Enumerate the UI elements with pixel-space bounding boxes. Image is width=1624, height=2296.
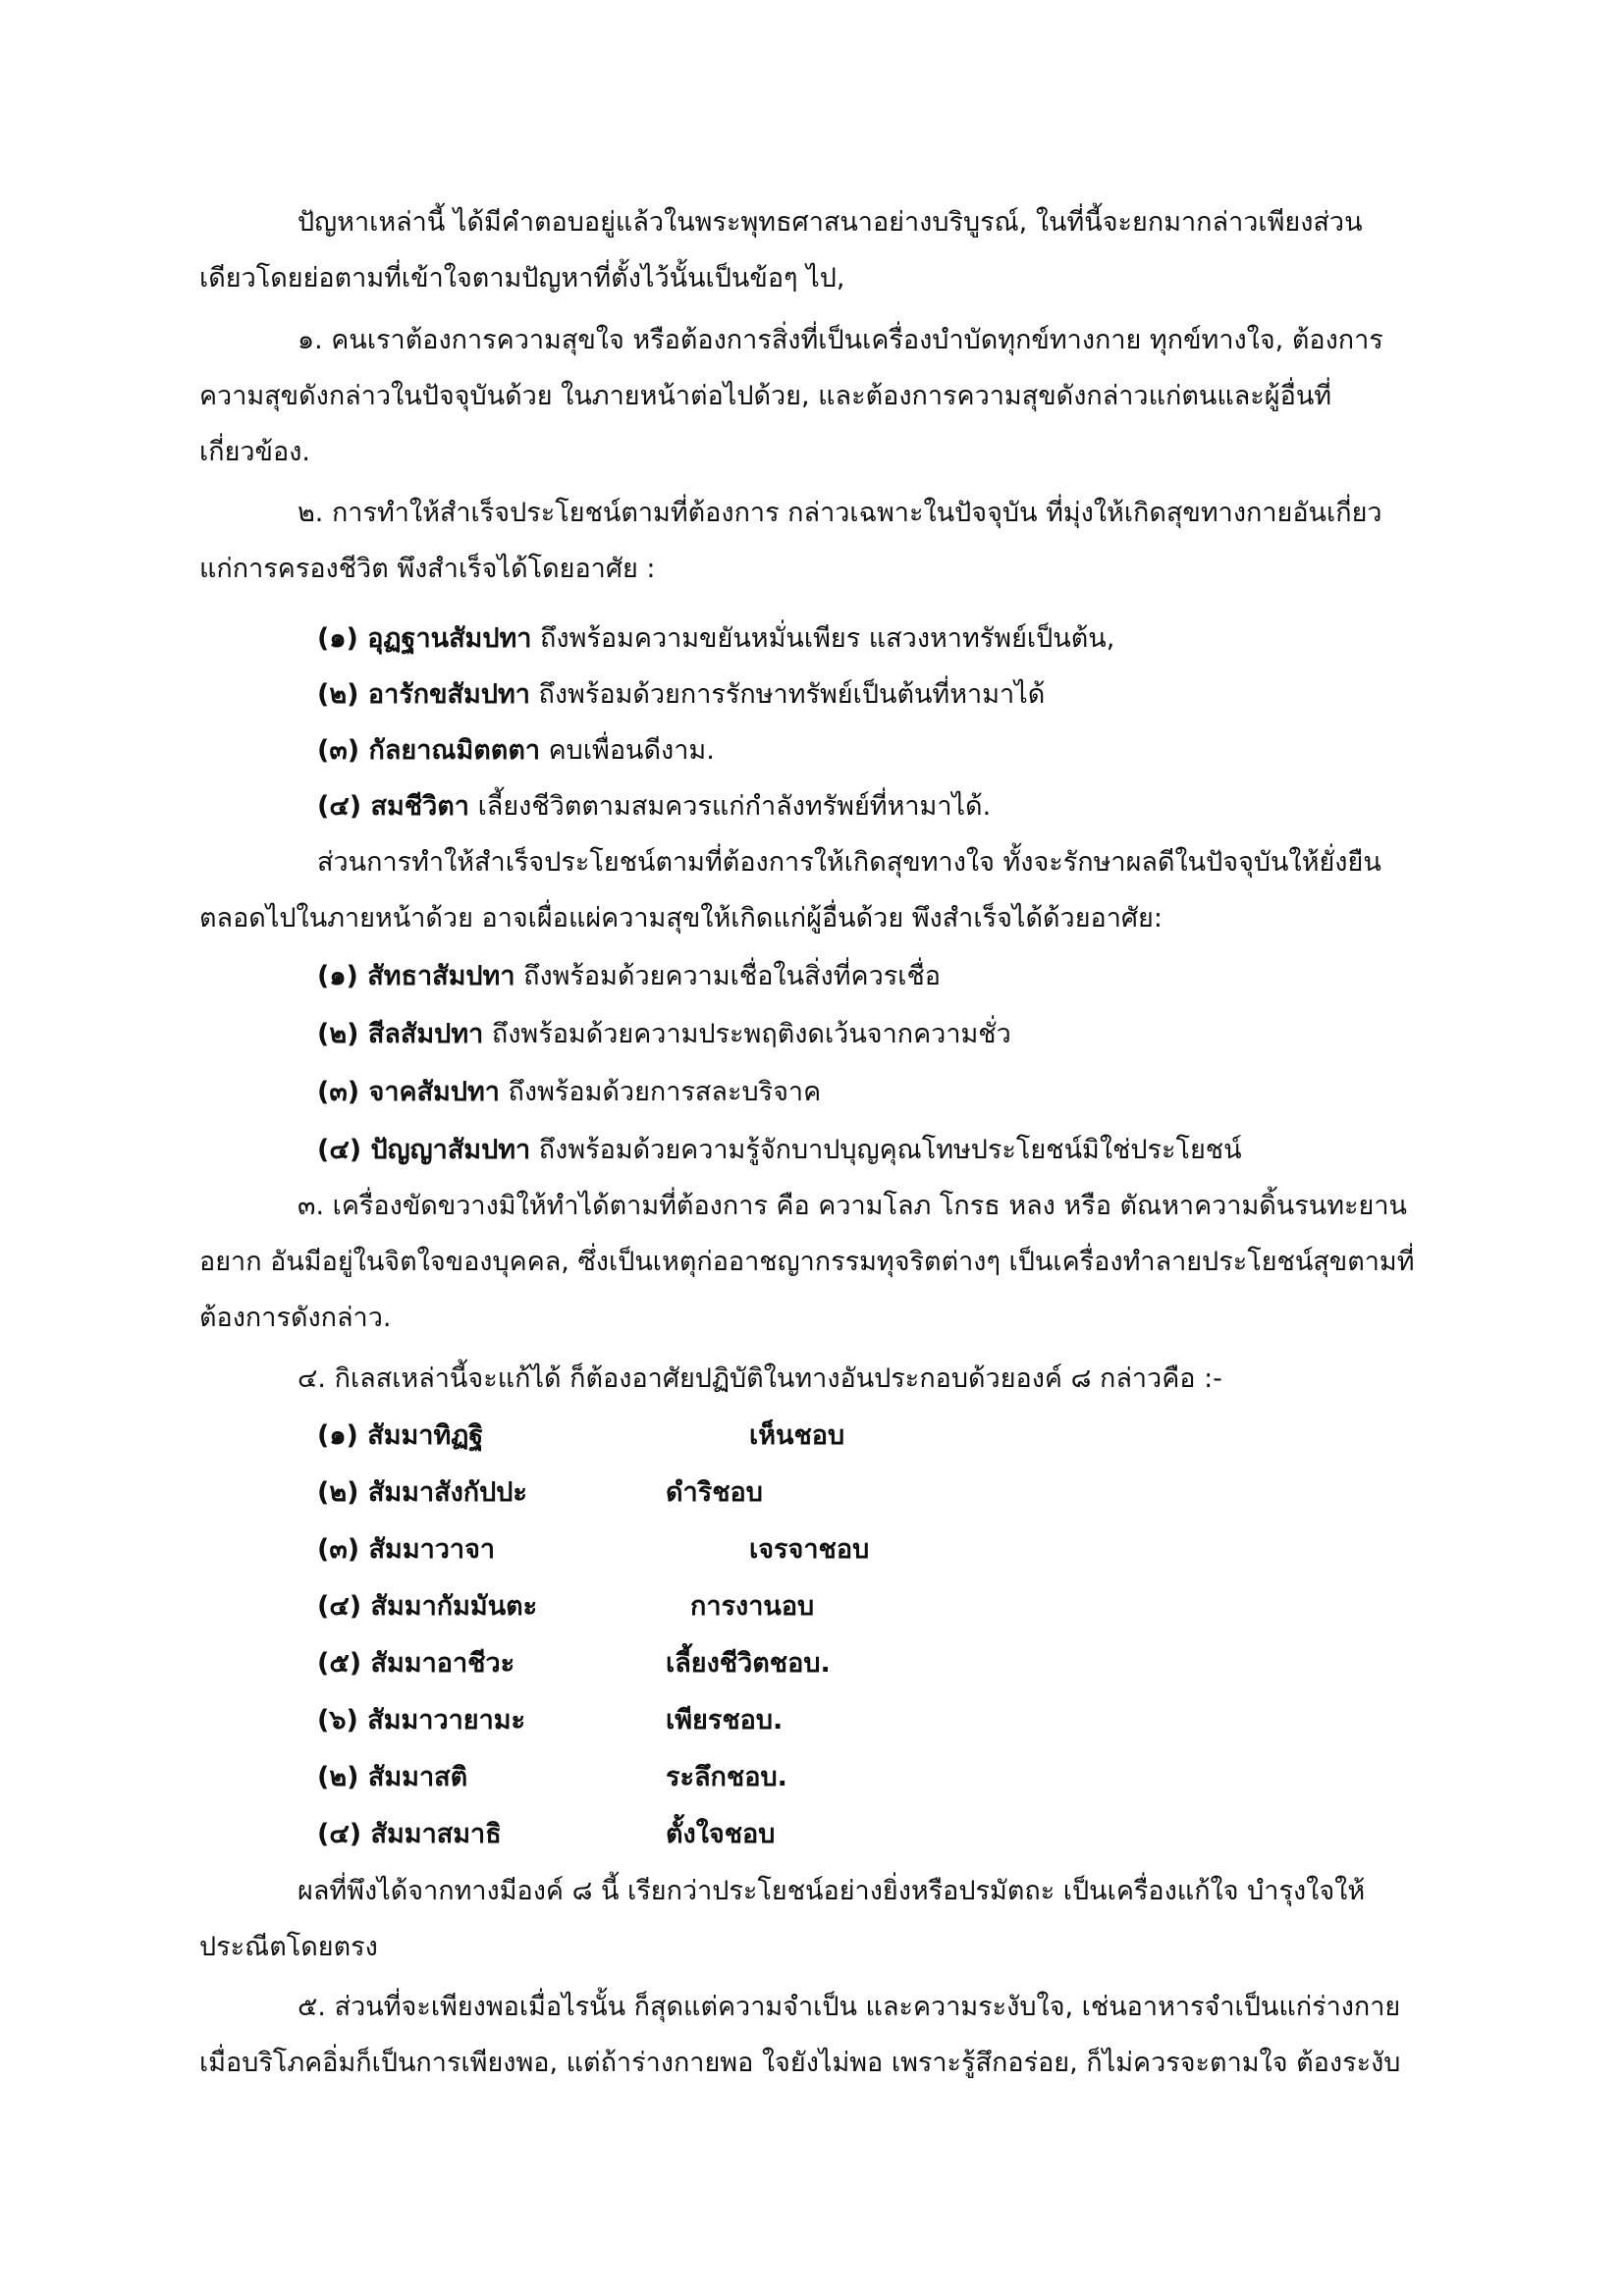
body-item-desc: เลี้ยงชีวิตตามสมควรแก่กำลังทรัพย์ที่หามาได้. bbox=[468, 791, 992, 822]
path-item-term: (๔) สัมมากัมมันตะ bbox=[317, 1591, 538, 1622]
result-paragraph bbox=[199, 1863, 1436, 1975]
body-item-desc: ถึงพร้อมด้วยการรักษาทรัพย์เป็นต้นที่หามาได้ bbox=[529, 679, 1046, 710]
text-line: ๔. กิเลสเหล่านี้จะแก้ได้ ก็ต้องอาศัยปฏิบัติในทางอันประกอบด้วยองค์ ๘ กล่าวคือ :- bbox=[298, 1363, 1222, 1394]
point-2-paragraph bbox=[199, 485, 1436, 597]
point-3-paragraph bbox=[199, 1178, 1436, 1346]
path-item-term: (๕) สัมมาอาชีวะ bbox=[317, 1648, 515, 1679]
text-line: ประณีตโดยตรง bbox=[199, 1932, 378, 1962]
path-item-term: (๔) สัมมาสมาธิ bbox=[317, 1819, 502, 1849]
path-item-meaning: ระลึกชอบ. bbox=[666, 1762, 787, 1792]
mind-item-term: (๒) สีลสัมปทา bbox=[317, 1019, 484, 1049]
mind-item-desc: ถึงพร้อมด้วยความประพฤติงดเว้นจากความชั่ว bbox=[483, 1019, 1011, 1049]
body-item bbox=[317, 667, 1045, 722]
path-item-term: (๒) สัมมาสติ bbox=[317, 1762, 468, 1792]
text-line: ตลอดไปในภายหน้าด้วย อาจเผื่อแผ่ความสุขให้เกิดแก่ผู้อื่นด้วย พึงสำเร็จได้ด้วยอาศัย: bbox=[199, 903, 1163, 934]
path-item-meaning: ดำริชอบ bbox=[666, 1477, 763, 1508]
point-4-paragraph bbox=[199, 1351, 1436, 1407]
point-5-paragraph bbox=[199, 1979, 1436, 2091]
path-item-meaning: เจรจาชอบ bbox=[749, 1534, 870, 1565]
text-line: อยาก อันมีอยู่ในจิตใจของบุคคล, ซึ่งเป็นเหตุก่ออาชญากรรมทุจริตต่างๆ เป็นเครื่องทำลายประโยชน์สุขตามที่ bbox=[199, 1247, 1415, 1277]
mind-item-desc: ถึงพร้อมด้วยความรู้จักบาปบุญคุณโทษประโยชน์มิใช่ประโยชน์ bbox=[530, 1135, 1242, 1165]
path-item-meaning: เพียรชอบ. bbox=[666, 1705, 784, 1735]
point-1-paragraph bbox=[199, 312, 1436, 480]
path-item-term: (๒) สัมมาสังกัปปะ bbox=[317, 1477, 527, 1508]
mind-item-desc: ถึงพร้อมด้วยการสละบริจาค bbox=[499, 1077, 822, 1107]
text-line: ๓. เครื่องขัดขวางมิให้ทำได้ตามที่ต้องการ คือ ความโลภ โกรธ หลง หรือ ตัณหาความดิ้นรนทะยาน bbox=[298, 1191, 1407, 1221]
mind-item-term: (๑) สัทธาสัมปทา bbox=[317, 961, 515, 991]
text-line: เมื่อบริโภคอิ่มก็เป็นการเพียงพอ, แต่ถ้าร่างกายพอ ใจยังไม่พอ เพราะรู้สึกอร่อย, ก็ไม่ควรจะตามใจ ต้องระงับ bbox=[199, 2048, 1401, 2078]
mind-item bbox=[317, 1122, 1242, 1178]
text-line: ๒. การทำให้สำเร็จประโยชน์ตามที่ต้องการ กล่าวเฉพาะในปัจจุบัน ที่มุ่งให้เกิดสุขทางกายอันเกี่ยว bbox=[298, 498, 1382, 528]
body-item bbox=[317, 722, 715, 778]
text-line: ต้องการดังกล่าว. bbox=[199, 1303, 392, 1333]
path-item-meaning: เลี้ยงชีวิตชอบ. bbox=[666, 1648, 831, 1679]
text-line: ๑. คนเราต้องการความสุขใจ หรือต้องการสิ่งที่เป็นเครื่องบำบัดทุกข์ทางกาย ทุกข์ทางใจ, ต้องการ bbox=[298, 325, 1383, 355]
text-line: ผลที่พึงได้จากทางมีองค์ ๘ นี้ เรียกว่าประโยชน์อย่างยิ่งหรือปรมัตถะ เป็นเครื่องแก้ใจ บำรุงใจให้ bbox=[298, 1876, 1366, 1906]
body-item-term: (๓) กัลยาณมิตตตา bbox=[317, 735, 541, 766]
mind-intro-paragraph bbox=[199, 834, 1436, 946]
mind-item bbox=[317, 1064, 821, 1120]
text-line: เกี่ยวข้อง. bbox=[199, 437, 310, 467]
body-item-term: (๑) อุฏฐานสัมปทา bbox=[317, 623, 532, 654]
text-line: ส่วนการทำให้สำเร็จประโยชน์ตามที่ต้องการให้เกิดสุขทางใจ ทั้งจะรักษาผลดีในปัจจุบันให้ยั่งยืน bbox=[317, 847, 1381, 878]
body-item-term: (๒) อารักขสัมปทา bbox=[317, 679, 530, 710]
body-item-desc: ถึงพร้อมความขยันหมั่นเพียร แสวงหาทรัพย์เป็นต้น, bbox=[531, 623, 1115, 654]
text-line: เดียวโดยย่อตามที่เข้าใจตามปัญหาที่ตั้งไว้นั้นเป็นข้อๆ ไป, bbox=[199, 263, 845, 294]
body-item-desc: คบเพื่อนดีงาม. bbox=[540, 735, 715, 766]
body-item bbox=[317, 611, 1114, 667]
path-item-term: (๑) สัมมาทิฏฐิ bbox=[317, 1420, 484, 1451]
mind-item-term: (๓) จาคสัมปทา bbox=[317, 1077, 500, 1107]
mind-item bbox=[317, 1006, 1011, 1062]
mind-item-desc: ถึงพร้อมด้วยความเชื่อในสิ่งที่ควรเชื่อ bbox=[514, 961, 942, 991]
mind-item-term: (๔) ปัญญาสัมปทา bbox=[317, 1135, 531, 1165]
text-line: ๕. ส่วนที่จะเพียงพอเมื่อไรนั้น ก็สุดแต่ความจำเป็น และความระงับใจ, เช่นอาหารจำเป็นแก่ร่างกาย bbox=[298, 1992, 1401, 2022]
intro-paragraph bbox=[199, 194, 1436, 306]
mind-item bbox=[317, 948, 941, 1004]
text-line: ความสุขดังกล่าวในปัจจุบันด้วย ในภายหน้าต่อไปด้วย, และต้องการความสุขดังกล่าวแก่ตนและผู้อื่นที่ bbox=[199, 381, 1332, 411]
body-item bbox=[317, 778, 991, 834]
path-item-meaning: เห็นชอบ bbox=[749, 1420, 845, 1451]
path-item-meaning: ตั้งใจชอบ bbox=[666, 1819, 776, 1849]
text-line: ปัญหาเหล่านี้ ได้มีคำตอบอยู่แล้วในพระพุทธศาสนาอย่างบริบูรณ์, ในที่นี้จะยกมากล่าวเพียงส่วน bbox=[298, 207, 1363, 238]
path-item-meaning: การงานอบ bbox=[690, 1591, 815, 1622]
path-item-term: (๓) สัมมาวาจา bbox=[317, 1534, 496, 1565]
text-line: แก่การครองชีวิต พึงสำเร็จได้โดยอาศัย : bbox=[199, 554, 656, 584]
body-item-term: (๔) สมชีวิตา bbox=[317, 791, 469, 822]
path-item-term: (๖) สัมมาวายามะ bbox=[317, 1705, 526, 1735]
